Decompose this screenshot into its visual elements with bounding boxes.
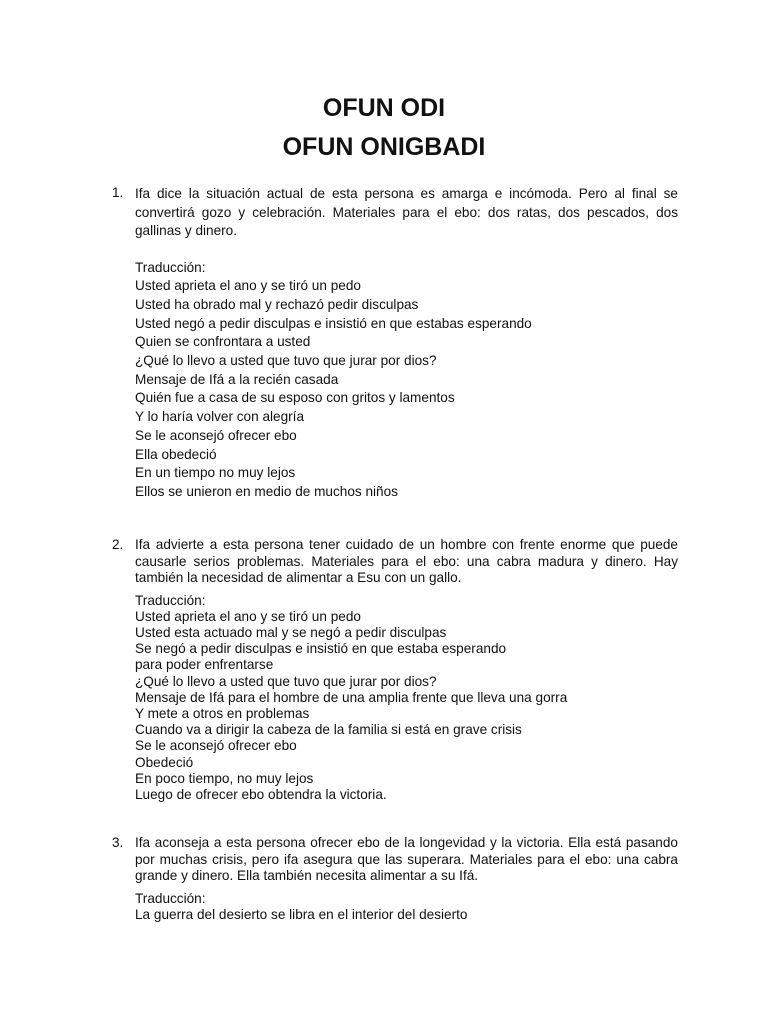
verse-line: Cuando va a dirigir la cabeza de la familia si está en grave crisis bbox=[135, 722, 522, 738]
verse-line: Usted negó a pedir disculpas e insistió en que estabas esperando bbox=[135, 315, 532, 331]
item-number: 2. bbox=[112, 537, 124, 552]
verse-line: Y mete a otros en problemas bbox=[135, 705, 310, 721]
item-paragraph: Ifa advierte a esta persona tener cuidado de un hombre con frente enorme que puede causarle serios problemas. Materiales para el ebo: una cabra madura y dinero. Hay también la necesidad de alimentar a Esu con un gallo. bbox=[135, 537, 678, 585]
verse-line: Usted esta actuado mal y se negó a pedir disculpas bbox=[135, 624, 447, 640]
verse-line: ¿Qué lo llevo a usted que tuvo que jurar por dios? bbox=[135, 353, 437, 369]
verse-line: Ellos se unieron en medio de muchos niños bbox=[135, 483, 398, 499]
item-number: 1. bbox=[112, 185, 124, 200]
translation-block bbox=[135, 593, 678, 804]
translation-heading: Traducción: bbox=[135, 259, 206, 275]
verse-line: En un tiempo no muy lejos bbox=[135, 465, 296, 481]
verse-line: Se negó a pedir disculpas e insistió en que estaba esperando bbox=[135, 641, 507, 657]
verse-line: Mensaje de Ifá para el hombre de una amplia frente que lleva una gorra bbox=[135, 689, 568, 705]
document-subtitle: OFUN ONIGBADI bbox=[282, 133, 486, 161]
document-title: OFUN ODI bbox=[322, 94, 446, 122]
list-item-1 bbox=[112, 185, 678, 502]
translation-heading: Traducción: bbox=[135, 592, 206, 608]
verse-line: Luego de ofrecer ebo obtendra la victoria. bbox=[135, 786, 387, 802]
verse-line: Quien se confrontara a usted bbox=[135, 334, 311, 350]
translation-heading: Traducción: bbox=[135, 890, 206, 906]
verse-line: Usted aprieta el ano y se tiró un pedo bbox=[135, 278, 361, 294]
verse-line: Usted ha obrado mal y rechazó pedir disculpas bbox=[135, 296, 419, 312]
item-number: 3. bbox=[112, 835, 124, 850]
list-item-2 bbox=[112, 537, 678, 803]
verse-line: Obedeció bbox=[135, 754, 194, 770]
item-paragraph: Ifa aconseja a esta persona ofrecer ebo de la longevidad y la victoria. Ella está pasando por muchas crisis, pero ifa asegura que las superara. Materiales para el ebo: una cabra grande y dinero. Ella también necesita alimentar a su Ifá. bbox=[135, 835, 678, 883]
list-item-3 bbox=[112, 835, 678, 924]
verse-line: En poco tiempo, no muy lejos bbox=[135, 770, 314, 786]
verse-line: Y lo haría volver con alegría bbox=[135, 409, 305, 425]
item-paragraph: Ifa dice la situación actual de esta persona es amarga e incómoda. Pero al final se convertirá gozo y celebración. Materiales para el ebo: dos ratas, dos pescados, dos gallinas y dinero. bbox=[135, 186, 678, 238]
verse-line: para poder enfrentarse bbox=[135, 657, 274, 673]
verse-line: Ella obedeció bbox=[135, 446, 217, 462]
verse-line: La guerra del desierto se libra en el interior del desierto bbox=[135, 907, 468, 923]
verse-line: ¿Qué lo llevo a usted que tuvo que jurar por dios? bbox=[135, 673, 437, 689]
verse-line: Se le aconsejó ofrecer ebo bbox=[135, 738, 297, 754]
translation-block bbox=[135, 259, 678, 502]
verse-line: Usted aprieta el ano y se tiró un pedo bbox=[135, 608, 361, 624]
verse-line: Quién fue a casa de su esposo con gritos y lamentos bbox=[135, 390, 455, 406]
verse-line: Mensaje de Ifá a la recién casada bbox=[135, 371, 339, 387]
verse-line: Se le aconsejó ofrecer ebo bbox=[135, 427, 297, 443]
translation-block bbox=[135, 891, 678, 925]
